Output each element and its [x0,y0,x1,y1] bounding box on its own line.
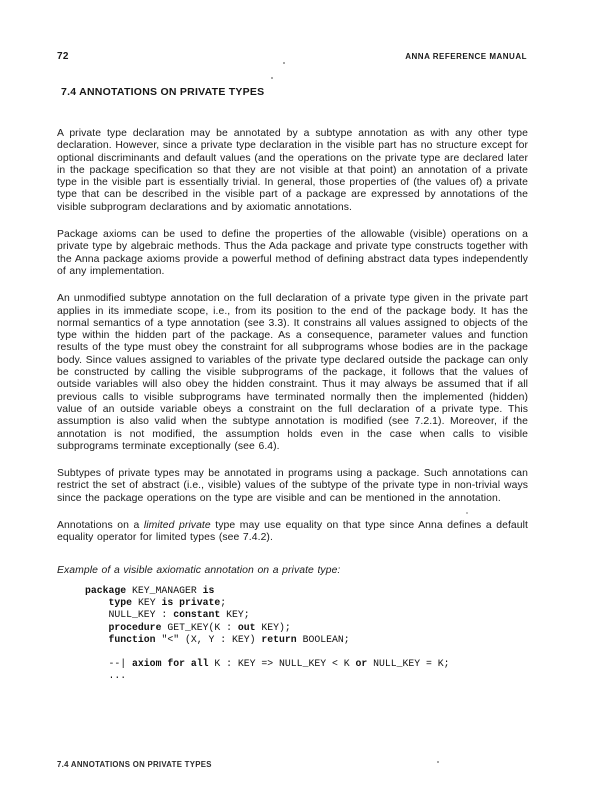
section-heading: 7.4 ANNOTATIONS ON PRIVATE TYPES [61,86,265,98]
paragraph [57,128,528,214]
code-line [85,658,528,670]
paragraph [57,520,528,545]
text-run: is private [161,597,221,609]
code-example [85,585,528,683]
page-footer [57,760,212,769]
text-run: K : KEY => NULL_KEY < K [208,658,356,670]
paragraph [57,229,528,278]
text-run: KEY); [255,621,291,633]
text-run: Example of a visible axiomatic annotation on a private type: [57,564,341,576]
text-run: is [202,584,215,596]
text-run: NULL_KEY = K; [367,658,450,670]
text-run: ... [85,670,127,682]
scan-speck [437,761,439,763]
text-run [85,622,109,633]
scan-speck [271,77,273,79]
page-number: 72 [57,51,69,62]
text-run: function [108,633,156,645]
paragraph [57,293,528,453]
footer-section-title: 7.4 ANNOTATIONS ON PRIVATE TYPES [57,760,212,769]
text-run: type may use equality on that type since Anna defines a default equality operator for limited types (see 7.4.2). [57,520,528,544]
text-run: "<" (X, Y : KEY) [155,633,262,645]
code-line [85,646,528,658]
text-run: KEY_MANAGER [126,584,203,596]
scan-speck [283,62,285,64]
code-line [85,634,528,646]
code-line [85,609,528,621]
text-run: Annotations on a [57,520,144,532]
text-run: return [261,633,297,645]
text-run: procedure [108,621,162,633]
code-line [85,597,528,609]
code-line [85,585,528,597]
example-caption [57,565,528,577]
text-run [85,597,109,608]
text-run: for all [167,658,209,670]
code-line [85,622,528,634]
text-run: limited private [143,520,211,532]
paragraph [57,468,528,505]
text-run [85,634,109,645]
text-run: NULL_KEY : [85,609,174,621]
body-paragraphs [57,128,528,577]
text-run: KEY [132,597,162,609]
text-run: BOOLEAN; [296,633,350,645]
text-run: GET_KEY(K : [161,621,238,633]
page-header [57,51,527,62]
text-run: KEY; [220,609,250,621]
text-run: package [85,584,127,596]
text-run: out [237,621,256,633]
text-run: axiom [132,658,162,670]
text-run: type [108,597,133,609]
scan-speck [466,512,468,514]
text-run: A private type declaration may be annotated by a subtype annotation as with any other type declaration. However, since a private type declaration in the visible part has no structure except for optional discriminants and default values (and the operations on the private type are declared later in the package specification so that they are not visible at that point) an annotation of a private type in the visible part is essentially trivial. In general, those properties of (the values of) a private type that can be described in the visible part of a package are expressed by annotations of the visible subprogram declarations and by axiomatic annotations. [57,128,528,213]
text-run: --| [85,658,133,670]
text-run: Package axioms can be used to define the properties of the allowable (visible) operations on a private type by algebraic methods. Thus the Ada package and private type constructs together with the Anna package axioms provide a powerful method of defining abstract data types independently of any implementation. [57,229,528,277]
body-content [57,128,528,683]
text-run: Subtypes of private types may be annotated in programs using a package. Such annotations can restrict the set of abstract (i.e., visible) values of the subtype of the private type in non-trivial ways since the package operations on the type are visible and can be mentioned in the annotation. [57,468,528,504]
code-line [85,670,528,682]
text-run: or [355,658,368,670]
text-run: constant [173,609,221,621]
text-run: An unmodified subtype annotation on the full declaration of a private type given in the private part applies in its immediate scope, i.e., from its position to the end of the package body. It has the normal semantics of a type annotation (see 3.3). It constrains all values assigned to objects of the type within the hidden part of the package. As a consequence, parameter values and function results of the type must obey the constraint for all subprograms whose bodies are in the package body. Since values assigned to variables of the private type declared outside the package can only be constructed by calling the visible subprograms of the package, it follows that the values of outside variables will also obey the hidden constraint. Thus it may always be assumed that if all previous calls to visible subprograms have terminated normally then the implemented (hidden) value of an outside variable obeys a constraint on the full declaration of a private type. This assumption is also valid when the subtype annotation is modified (see 7.2.1). Moreover, if the annotation is not modified, the assumption holds even in the case when calls to visible subprograms terminate exceptionally (see 6.4). [57,293,528,452]
manual-title: ANNA REFERENCE MANUAL [405,52,527,61]
text-run: ; [220,597,227,609]
